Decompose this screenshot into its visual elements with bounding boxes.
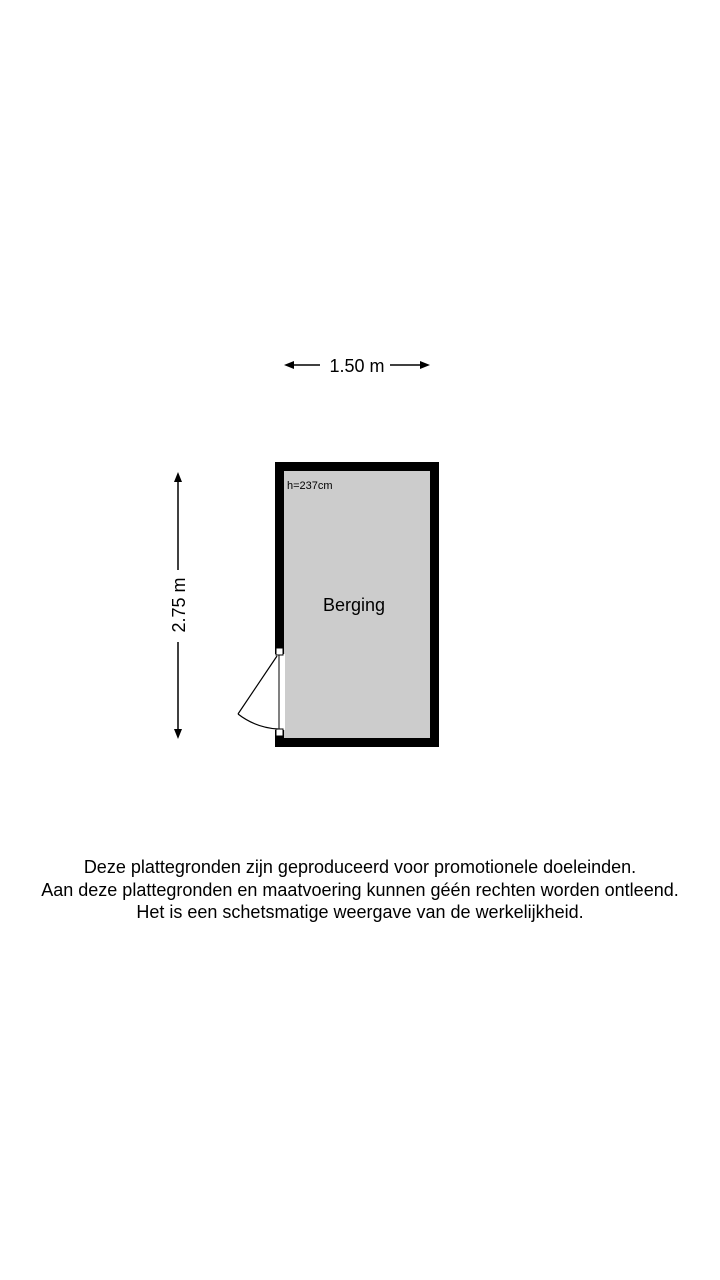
door-swing-arc bbox=[238, 714, 278, 729]
disclaimer-line-2: Aan deze plattegronden en maatvoering kunnen géén rechten worden ontleend. bbox=[41, 879, 679, 900]
depth-dimension bbox=[169, 472, 189, 739]
room-height-label: h=237cm bbox=[287, 480, 333, 492]
depth-arrow-down-icon bbox=[174, 729, 182, 739]
width-dimension-label: 1.50 m bbox=[329, 356, 385, 376]
depth-dimension-label: 2.75 m bbox=[169, 577, 189, 633]
width-arrow-right-icon bbox=[420, 361, 430, 369]
disclaimer-line-3: Het is een schetsmatige weergave van de werkelijkheid. bbox=[136, 902, 584, 922]
disclaimer-line-1: Deze plattegronden zijn geproduceerd voor promotionele doeleinden. bbox=[83, 857, 637, 877]
room-name-label: Berging bbox=[322, 595, 386, 615]
depth-arrow-up-icon bbox=[174, 472, 182, 482]
door-opening bbox=[275, 654, 285, 730]
door-leaf bbox=[238, 656, 277, 714]
width-arrow-left-icon bbox=[284, 361, 294, 369]
room-berging bbox=[238, 462, 439, 747]
door-frame-bottom bbox=[276, 729, 283, 736]
door-frame-top bbox=[276, 648, 283, 655]
width-dimension bbox=[284, 356, 430, 376]
disclaimer bbox=[0, 856, 720, 924]
